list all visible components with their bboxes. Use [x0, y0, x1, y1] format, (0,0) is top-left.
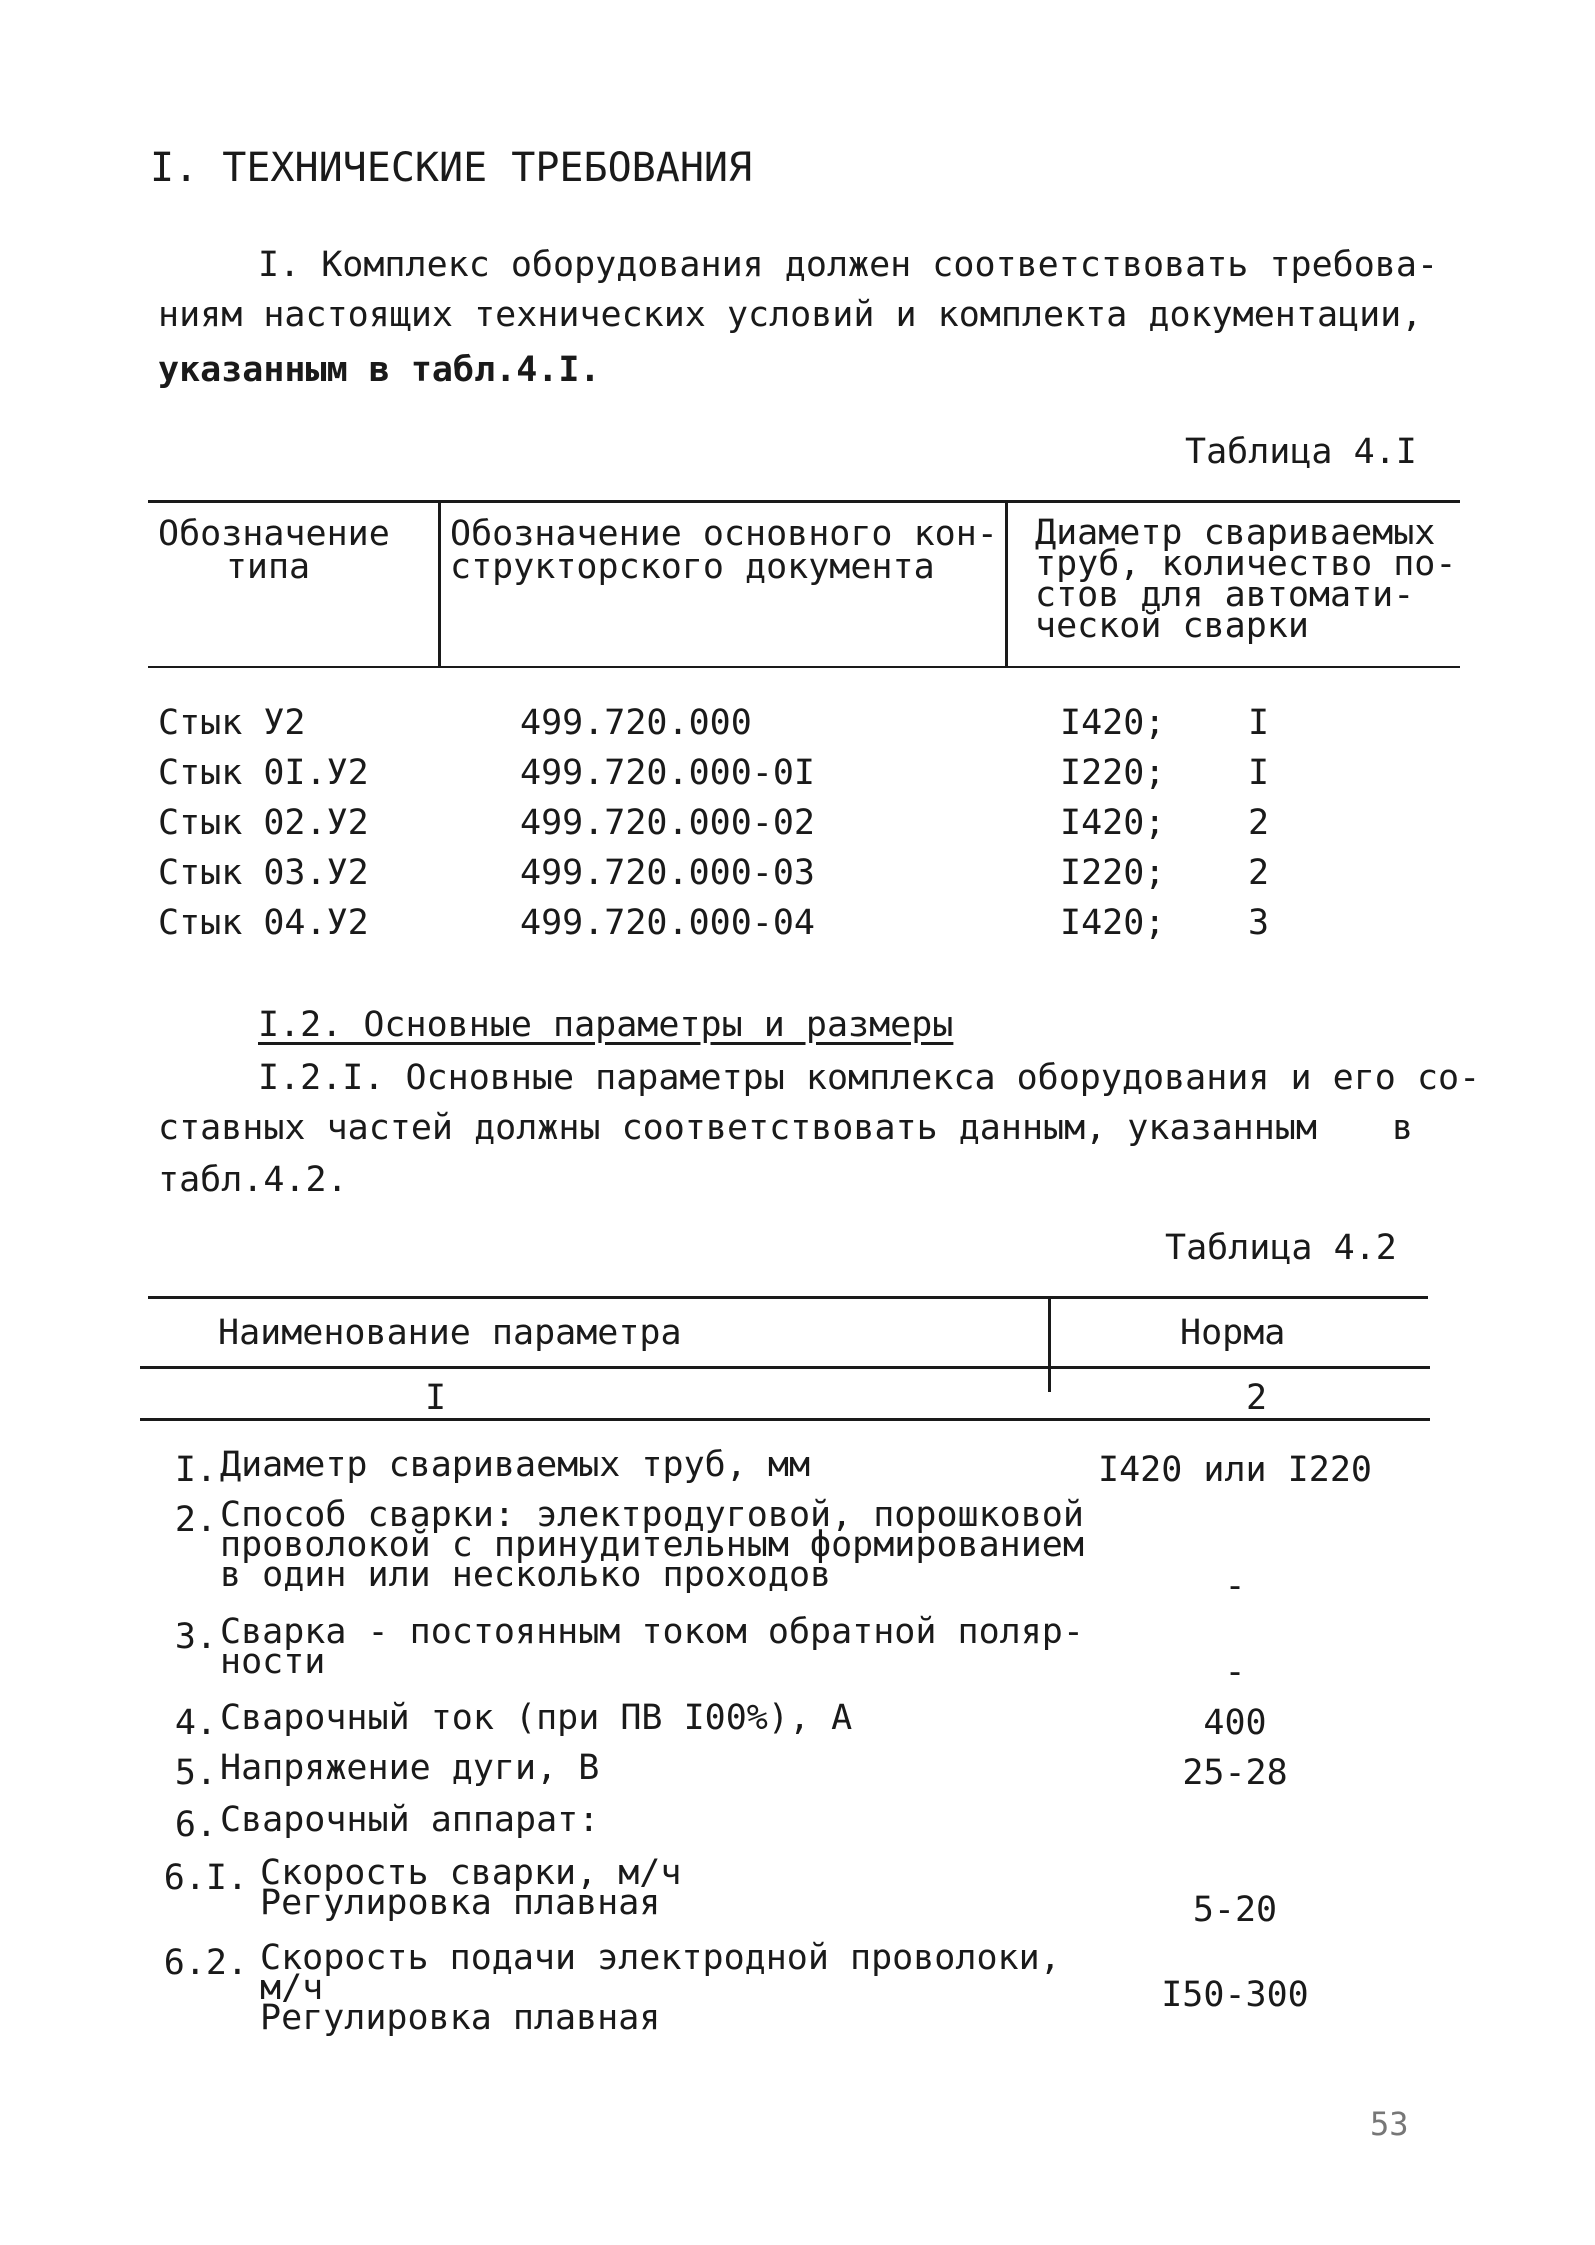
row-doc: 499.720.000: [520, 703, 752, 743]
row-type: Стык 04.У2: [158, 903, 369, 943]
param-number: I.: [174, 1450, 217, 1490]
row-dia: I420;: [1060, 703, 1166, 743]
table2-header-norm: Норма: [1180, 1313, 1286, 1353]
row-posts: I: [1248, 703, 1270, 743]
para1-line1: I. Комплекс оборудования должен соответствовать требова-: [258, 245, 1439, 285]
page-number: 53: [1370, 2105, 1409, 2143]
param-number: 5.: [174, 1753, 217, 1793]
param-text: Сварка - постоянным током обратной поляр- ности: [220, 1612, 1084, 1682]
table2-colnum-rule: [140, 1418, 1430, 1421]
para1-line3: указанным в табл.4.I.: [158, 350, 601, 390]
param-value: -: [1224, 1566, 1246, 1606]
param-value: 400: [1203, 1703, 1267, 1743]
row-type: Стык 0I.У2: [158, 753, 369, 793]
row-type: Стык 02.У2: [158, 803, 369, 843]
table1-col-divider-2: [1005, 500, 1008, 668]
param-number: 4.: [174, 1703, 217, 1743]
table1-col-divider-1: [438, 500, 441, 668]
param-value: I420 или I220: [1098, 1450, 1372, 1490]
param-text: Напряжение дуги, В: [220, 1748, 600, 1788]
subsection-heading: I.2. Основные параметры и размеры: [258, 1005, 954, 1045]
row-dia: I420;: [1060, 803, 1166, 843]
row-dia: I220;: [1060, 753, 1166, 793]
param-number: 2.: [174, 1500, 217, 1540]
param-text: Диаметр свариваемых труб, мм: [220, 1445, 811, 1485]
table2-col-divider: [1048, 1296, 1051, 1392]
table2-colnum-1: I: [425, 1378, 447, 1418]
row-posts: I: [1248, 753, 1270, 793]
row-dia: I220;: [1060, 853, 1166, 893]
sub-line2: ставных частей должны соответствовать данным, указанным: [158, 1108, 1317, 1148]
row-dia: I420;: [1060, 903, 1166, 943]
table2-top-rule: [148, 1296, 1428, 1299]
table1-top-rule: [148, 500, 1460, 503]
sub-line1: I.2.I. Основные параметры комплекса оборудования и его со-: [258, 1058, 1481, 1098]
param-number: 3.: [174, 1617, 217, 1657]
param-text: Сварочный аппарат:: [220, 1800, 600, 1840]
table1-header-type: Обозначение типа: [158, 514, 390, 587]
row-doc: 499.720.000-03: [520, 853, 816, 893]
table2-header-param: Наименование параметра: [218, 1313, 682, 1353]
row-posts: 2: [1248, 853, 1270, 893]
row-posts: 2: [1248, 803, 1270, 843]
section-heading: [150, 145, 752, 191]
param-value: I50-300: [1161, 1975, 1309, 2015]
param-value: 5-20: [1192, 1890, 1278, 1930]
param-number: 6.I.: [163, 1858, 248, 1898]
table1-header-rule: [148, 666, 1460, 668]
param-text: Способ сварки: электродуговой, порошковой проволокой с принудительным формированием в один или несколько проходов: [220, 1495, 1084, 1595]
row-doc: 499.720.000-04: [520, 903, 816, 943]
table2-header-rule: [140, 1366, 1430, 1369]
param-text: Скорость подачи электродной проволоки, м/ч Регулировка плавная: [260, 1938, 1061, 2038]
row-doc: 499.720.000-02: [520, 803, 816, 843]
param-value: -: [1224, 1652, 1246, 1692]
table1-caption: Таблица 4.I: [1185, 432, 1417, 472]
table2-caption: Таблица 4.2: [1165, 1228, 1397, 1268]
table1-header-doc: Обозначение основного кон- структорского документа: [450, 514, 998, 587]
table1-header-dia: Диаметр свариваемых труб, количество по- стов для автомати- ческой сварки: [1035, 513, 1457, 646]
param-value: 25-28: [1182, 1753, 1288, 1793]
row-posts: 3: [1248, 903, 1270, 943]
sub-line3: табл.4.2.: [158, 1160, 348, 1200]
param-number: 6.2.: [163, 1943, 248, 1983]
param-text: Сварочный ток (при ПВ I00%), А: [220, 1698, 853, 1738]
row-type: Стык У2: [158, 703, 306, 743]
section-title: ТЕХНИЧЕСКИЕ ТРЕБОВАНИЯ: [222, 145, 753, 191]
param-text: Скорость сварки, м/ч Регулировка плавная: [260, 1853, 682, 1923]
para1-line2: ниям настоящих технических условий и комплекта документации,: [158, 295, 1423, 335]
param-number: 6.: [174, 1805, 217, 1845]
sub-line2-tail: в: [1392, 1108, 1414, 1148]
section-number: I.: [150, 145, 199, 191]
table2-colnum-2: 2: [1246, 1378, 1268, 1418]
row-doc: 499.720.000-0I: [520, 753, 816, 793]
row-type: Стык 03.У2: [158, 853, 369, 893]
